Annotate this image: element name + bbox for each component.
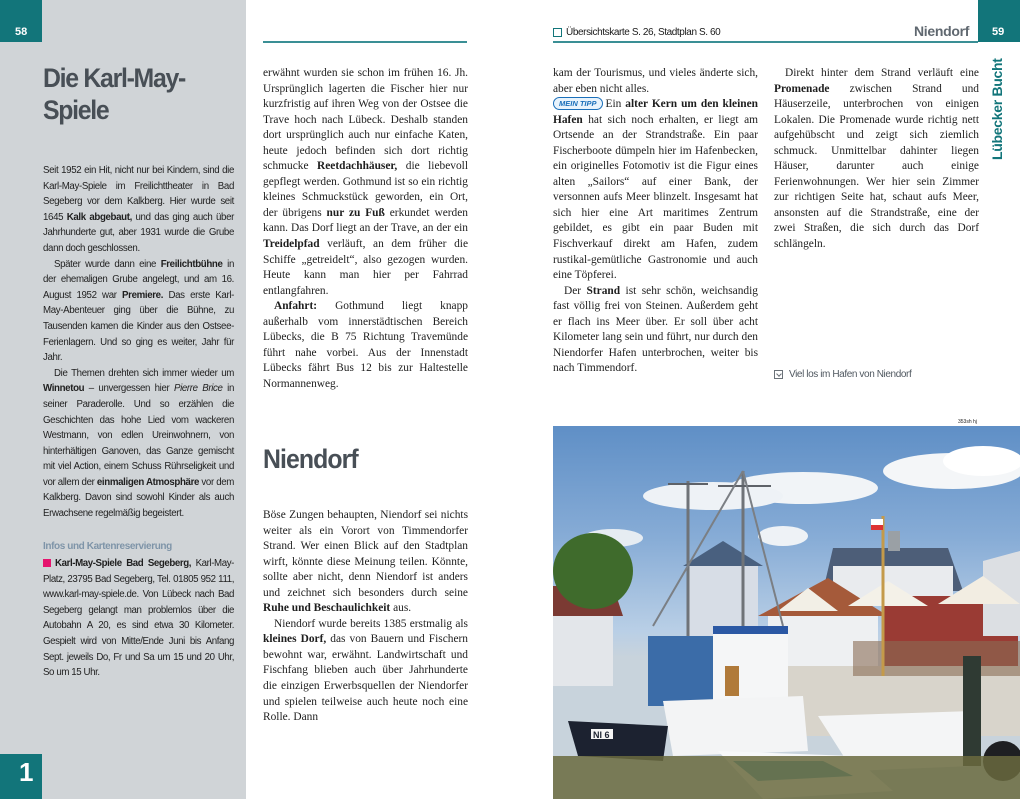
running-title: Niendorf	[914, 23, 970, 39]
paragraph: Anfahrt: Gothmund liegt knapp außerhalb vom innerstädtischen Bereich Lübecks, die B 75 Richtung Travemünde führt nahe vorbei. Aus der Innenstadt Lübecks fährt Bus 12 bis zur Haltestelle Normannenweg.	[263, 300, 468, 390]
boat-registration-label: NI 6	[593, 730, 610, 740]
karl-may-sidebar-box	[0, 0, 246, 799]
harbor-photo	[553, 426, 1020, 799]
harbor-illustration	[553, 426, 1020, 799]
caption-text: Viel los im Hafen von Niendorf	[789, 369, 912, 380]
paragraph: MEIN TIPP Ein alter Kern um den kleinen Hafen hat sich noch erhalten, er liegt am Ortsende an der Strandstraße. Ein paar Fischerboote dümpeln hier im Hafenbecken, ein originelles Fotomotiv ist die Figur eines alten „Sailors“ auf einer Bank, der versonnen aufs Meer blinzelt. Insgesamt hat sich hier eine Art maritimes Zentrum gebildet, es gibt ein paar Buden mit Fischverkauf direkt am Hafen, zudem rustikal-gemütliche Gastronomie und auch eine Töpferei.	[553, 98, 758, 282]
paragraph: Die Themen drehten sich immer wieder um Winnetou – unvergessen hier Pierre Brice in seiner Paraderolle. Und so erzählen die Geschichten das hohe Lied vom wackeren Westmann, von edlen Ureinwohnern, von hinterhältigen Ganoven, das Ganze gemischt mit viel Action, einem Schuss Rührseligkeit und vor allem der einmaligen Atmosphäre vor dem Kalkberg. Davon sind sowohl Kinder als auch Erwachsene regelmäßig begeistert.	[43, 367, 235, 520]
map-reference-text: Übersichtskarte S. 26, Stadtplan S. 60	[566, 27, 721, 38]
mein-tipp-badge-icon: MEIN TIPP	[553, 97, 603, 110]
paragraph: Direkt hinter dem Strand verläuft eine Promenade zwischen Strand und Häuserzeile, unterbrochen von einigen Lokalen. Die Promenade wurde richtig nett aufgehübscht und zeigt sich ziemlich schmuck. Unmittelbar dahinter liegen Häuser, darunter auch einige Ferienwohnungen. Wer hier sein Zimmer zur richtigen Seite hat, schaut aufs Meer, ansonsten auf die Strandstraße, eine der zwei Straßen, die sich durch das Dorf schlängeln.	[774, 67, 979, 251]
map-reference[interactable]	[553, 27, 720, 38]
column-top-rule	[263, 41, 467, 43]
paragraph: Der Strand ist sehr schön, weichsandig fast völlig frei von Steinen. Außerdem geht er flach ins Meer über. Er soll über acht Kilometer lang sein und führt, nur durch den Niendorfer Hafen unterbrochen, weiter bis nach Timmendorf.	[553, 284, 758, 375]
map-square-icon	[553, 28, 562, 37]
page-number-right: 59	[978, 0, 1020, 42]
left-column-text	[263, 66, 468, 392]
paragraph: Später wurde dann eine Freilichtbühne in der ehemaligen Grube angelegt, und am 16. August 1952 war Premiere. Das erste Karl-May-Abenteuer ging über die Bühne, zu Tausenden kamen die Kinder aus den Ostsee-Ferienlagern. Und so ging es weiter, Jahr für Jahr.	[43, 258, 235, 364]
bullet-square-icon	[43, 559, 51, 567]
sidebar-text	[43, 163, 234, 522]
paragraph: erwähnt wurden sie schon im frühen 16. Jh. Ursprünglich lagerten die Fischer hier nur kurzfristig auf ihren Weg von der Ostsee die Trave hoch nach Lübeck. Deshalb standen dort ursprünglich auch nur einfache Katen, heute jedoch befinden sich dort richtig schmucke Reetdachhäuser, die liebevoll gepflegt werden. Gothmund ist so ein richtig kleines Schmuckstück geworden, ein Ort, der übrigens nur zu Fuß erkundet werden kann. Das Dorf liegt an der Trave, an der ein Treidelpfad verläuft, an dem früher die Schiffe „getreidelt“, also gezogen wurden. Heute kann man hier per Fahrrad entlangfahren.	[263, 67, 468, 297]
sidebar-title: Die Karl-May-Spiele	[43, 63, 186, 125]
right-column-1-text	[553, 66, 758, 377]
paragraph: Seit 1952 ein Hit, nicht nur bei Kindern, sind die Karl-May-Spiele im Freilichttheater in Bad Segeberg vor dem Kalkberg. Hier wurde seit 1645 Kalk abgebaut, und das ging auch über Jahrhunderte gut, aber 1931 wurde die Grube dann doch geschlossen.	[43, 165, 234, 254]
photo-credit: 353sh hj	[958, 419, 977, 425]
header-rule	[553, 41, 978, 43]
paragraph: kam der Tourismus, und vieles änderte sich, aber eben nicht alles.	[553, 67, 758, 95]
paragraph: Böse Zungen behaupten, Niendorf sei nichts weiter als ein Vorort von Timmendorfer Strand. Wer einen Blick auf den Stadtplan wirft, könnte diese Meinung teilen. Könnte, sollte aber nicht, denn Niendorf ist anders und zeichnet sich besonders durch seine Ruhe und Beschaulichkeit aus.	[263, 509, 468, 615]
paragraph: Niendorf wurde bereits 1385 erstmalig als kleines Dorf, das von Bauern und Fischern bewohnt war, erwähnt. Landwirtschaft und Fischfang blieben auch über Jahrhunderte die einzigen Erwerbsquellen der Niendorfer und spielen teilweise auch heute noch eine Rolle. Dann	[263, 617, 469, 724]
info-runs: Karl-May-Spiele Bad Segeberg, Karl-May-Platz, 23795 Bad Segeberg, Tel. 01805 952 111, www.karl-may-spiele.de. Von Lübeck nach Bad Segeberg gelangt man problemlos über die Autobahn A 20, es sind etwa 30 Kilometer. Gespielt wird von Mitte/Ende Juni bis Anfang Sept. jeweils Do, Fr und Sa um 15 und 20 Uhr, So um 15 Uhr.	[43, 558, 234, 679]
info-heading: Infos und Kartenreservierung	[43, 541, 172, 552]
niendorf-intro-text	[263, 508, 468, 726]
right-column-2-text	[774, 66, 979, 253]
page-number-left: 58	[0, 0, 42, 42]
caption-arrow-icon	[774, 370, 783, 379]
photo-caption	[774, 369, 911, 380]
section-title-niendorf: Niendorf	[263, 444, 358, 474]
info-text	[43, 556, 234, 681]
chapter-tab: 1	[0, 754, 42, 799]
region-side-label: Lübecker Bucht	[989, 58, 1005, 160]
